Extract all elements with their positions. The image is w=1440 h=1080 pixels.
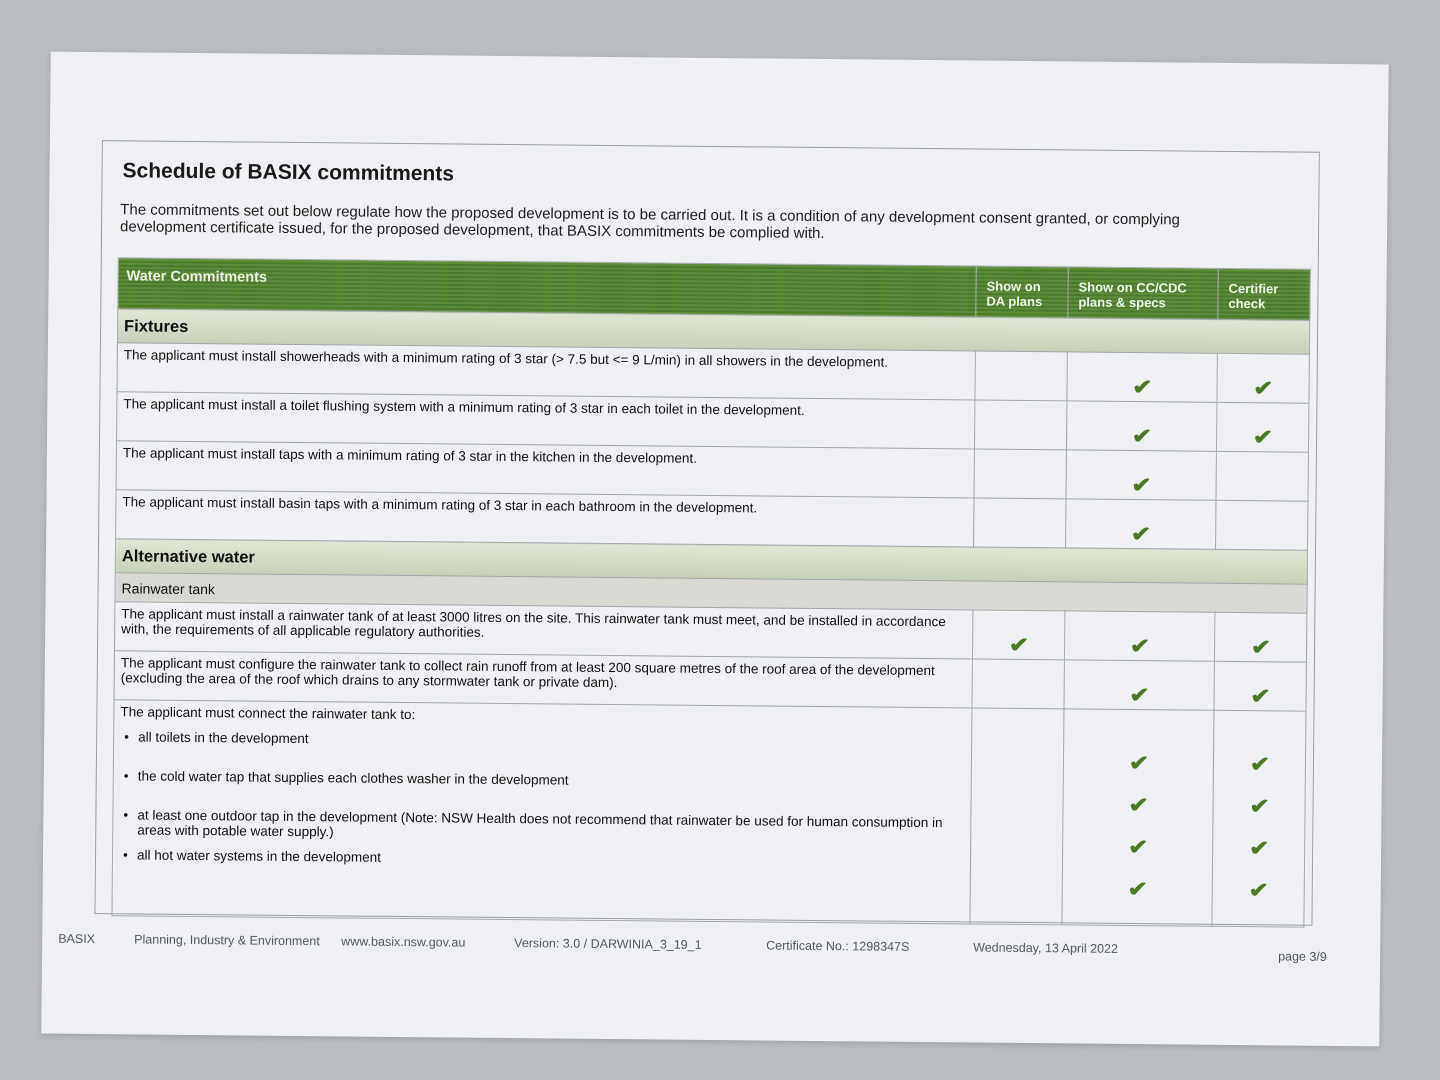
cert-check-cell [1214,661,1306,711]
check-icon: ✔ [1249,685,1271,709]
header-title: Water Commitments [118,258,976,317]
check-icon: ✔ [1252,426,1273,450]
cert-check-cell [1214,612,1306,662]
subsection-label: Rainwater tank [115,573,1307,613]
cert-check-cell [1216,402,1308,452]
da-check-cell [972,610,1064,660]
check-icon: ✔ [1130,522,1151,547]
page-title: Schedule of BASIX commitments [122,159,455,186]
bullet-item [123,847,964,870]
bullet-text: all toilets in the development [138,729,309,747]
check-icon: ✔ [1252,377,1274,401]
header-certifier: Certifier check [1218,268,1310,320]
cc-check-cell [1064,611,1214,661]
check-icon: ✔ [1127,793,1149,818]
bullet-item [124,729,965,752]
check-icon: ✔ [1127,835,1148,860]
section-label: Fixtures [117,309,1309,354]
da-check-cell [974,449,1066,499]
check-icon: ✔ [1131,375,1153,400]
cert-check-cell [1216,451,1308,501]
commitment-text: The applicant must install taps with a minimum rating of 3 star in the kitchen in the development. [116,441,974,498]
check-icon: ✔ [1008,633,1029,658]
commitment-text: The applicant must configure the rainwater tank to collect rain runoff from at least 200 square metres of the roof area of the development (excluding the area of the roof which drains to any stormwater tank or private dam). [114,651,972,708]
commitments-frame [94,140,1319,926]
check-icon: ✔ [1127,877,1148,902]
da-check-cell [970,708,1064,925]
water-commitments-table [111,257,1310,927]
commitment-text: The applicant must install a toilet flushing system with a minimum rating of 3 star in each toilet in the development. [117,392,975,449]
intro-paragraph: The commitments set out below regulate how the proposed development is to be carried out. It is a condition of any development consent granted, or complying development certificate issued, for the proposed development, that BASIX commitments be complied with. [119,201,1181,243]
check-icon: ✔ [1131,424,1152,449]
da-check-cell [974,498,1066,548]
footer-page-number: page 3/9 [1278,949,1327,964]
cc-check-cell [1066,450,1216,500]
document-page [41,52,1388,1047]
check-icon: ✔ [1130,473,1152,498]
cc-check-cell [1066,499,1216,549]
check-icon: ✔ [1249,753,1270,777]
header-da-plans: Show on DA plans [976,266,1068,318]
bullet-icon: • [123,768,129,784]
footer-certificate: Certificate No.: 1298347S [766,938,910,954]
table-row-connect [112,700,1306,927]
footer-version: Version: 3.0 / DARWINIA_3_19_1 [514,936,702,952]
check-icon: ✔ [1128,683,1150,708]
footer-brand: BASIX [58,931,96,947]
commitment-text [112,700,972,924]
footer-date: Wednesday, 13 April 2022 [973,940,1119,956]
commitment-text: The applicant must install basin taps with a minimum rating of 3 star in each bathroom in the development. [116,490,974,547]
connect-lead: The applicant must connect the rainwater tank to: [120,704,416,723]
bullet-icon: • [123,807,129,823]
cert-check-cell [1212,710,1306,927]
header-cc-plans: Show on CC/CDC plans & specs [1068,267,1218,319]
page-footer [58,932,1348,974]
bullet-icon: • [122,847,128,863]
cert-check-cell [1217,353,1309,403]
cc-check-cell [1062,709,1214,926]
cert-check-cell [1216,500,1308,550]
check-icon: ✔ [1250,636,1271,660]
bullet-icon: • [124,729,129,745]
bullet-text: at least one outdoor tap in the development (Note: NSW Health does not recommend that rainwater be used for human consumption in areas with potable water supply.) [137,807,943,840]
da-check-cell [972,659,1064,709]
bullet-item [124,768,965,791]
bullet-text: the cold water tap that supplies each clothes washer in the development [137,768,569,788]
commitment-text: The applicant must install a rainwater tank of at least 3000 litres on the site. This rainwater tank must meet, and be installed in accordance with, the requirements of all applicable regulatory authorities. [114,602,972,659]
check-icon: ✔ [1128,751,1149,776]
cc-check-cell [1066,401,1216,451]
check-icon: ✔ [1248,879,1269,903]
bullet-text: all hot water systems in the development [136,847,381,865]
check-icon: ✔ [1248,837,1269,861]
footer-department: Planning, Industry & Environment [134,932,320,949]
cc-check-cell [1064,660,1214,710]
check-icon: ✔ [1248,795,1270,819]
da-check-cell [975,351,1067,401]
da-check-cell [974,400,1066,450]
section-label: Alternative water [115,539,1307,584]
commitment-text: The applicant must install showerheads with a minimum rating of 3 star (> 7.5 but <= 9 L/min) in all showers in the development. [117,343,975,400]
check-icon: ✔ [1129,634,1150,659]
footer-url: www.basix.nsw.gov.au [341,934,466,950]
bullet-item [123,807,964,845]
cc-check-cell [1067,352,1217,402]
